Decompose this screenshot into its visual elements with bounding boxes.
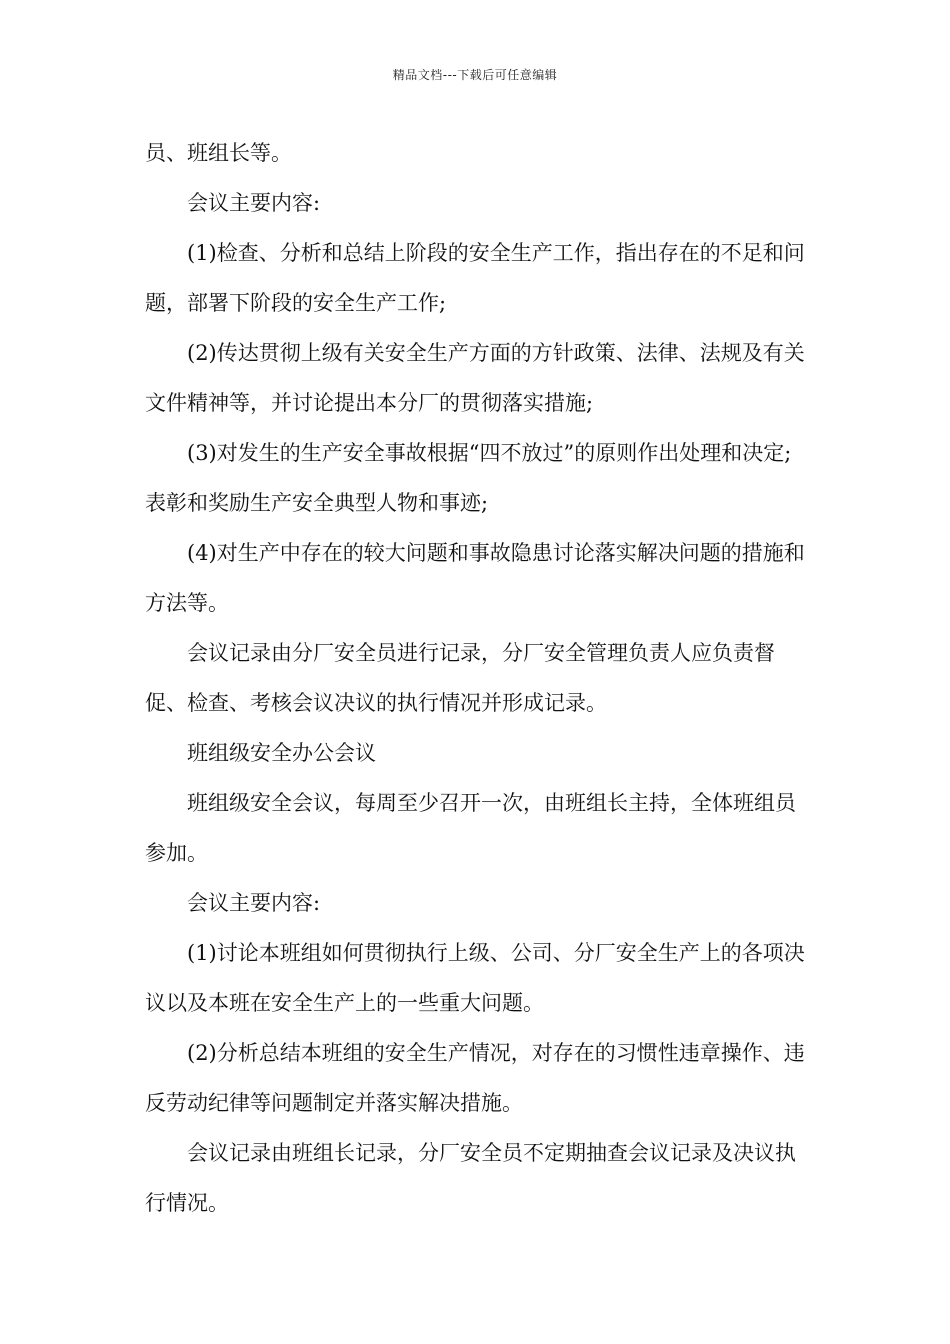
paragraph-team-item-1: (1)讨论本班组如何贯彻执行上级、公司、分厂安全生产上的各项决议以及本班在安全生产上的一些重大问题。 bbox=[145, 941, 805, 1015]
paragraph-team-meeting-intro: 班组级安全会议，每周至少召开一次，由班组长主持，全体班组员参加。 bbox=[145, 791, 796, 865]
paragraph-team-item-2: (2)分析总结本班组的安全生产情况，对存在的习惯性违章操作、违反劳动纪律等问题制定并落实解决措施。 bbox=[145, 1041, 805, 1115]
section-heading-team-meeting: 班组级安全办公会议 bbox=[187, 741, 376, 765]
paragraph-meeting-record: 会议记录由分厂安全员进行记录，分厂安全管理负责人应负责督促、检查、考核会议决议的执行情况并形成记录。 bbox=[145, 641, 775, 715]
document-body bbox=[145, 128, 810, 1228]
paragraph-continuation: 员、班组长等。 bbox=[145, 141, 292, 165]
paragraph-meeting-content-heading-2: 会议主要内容: bbox=[187, 891, 321, 915]
paragraph-meeting-content-heading: 会议主要内容: bbox=[187, 191, 321, 215]
paragraph-team-meeting-record: 会议记录由班组长记录，分厂安全员不定期抽查会议记录及决议执行情况。 bbox=[145, 1141, 796, 1215]
paragraph-item-4: (4)对生产中存在的较大问题和事故隐患讨论落实解决问题的措施和方法等。 bbox=[145, 541, 805, 615]
paragraph-item-2: (2)传达贯彻上级有关安全生产方面的方针政策、法律、法规及有关文件精神等，并讨论提出本分厂的贯彻落实措施; bbox=[145, 341, 805, 415]
paragraph-item-3: (3)对发生的生产安全事故根据“四不放过”的原则作出处理和决定;表彰和奖励生产安全典型人物和事迹; bbox=[145, 441, 792, 515]
paragraph-item-1: (1)检查、分析和总结上阶段的安全生产工作，指出存在的不足和问题，部署下阶段的安全生产工作; bbox=[145, 241, 805, 315]
page-header: 精品文档---下载后可任意编辑 bbox=[392, 68, 558, 82]
